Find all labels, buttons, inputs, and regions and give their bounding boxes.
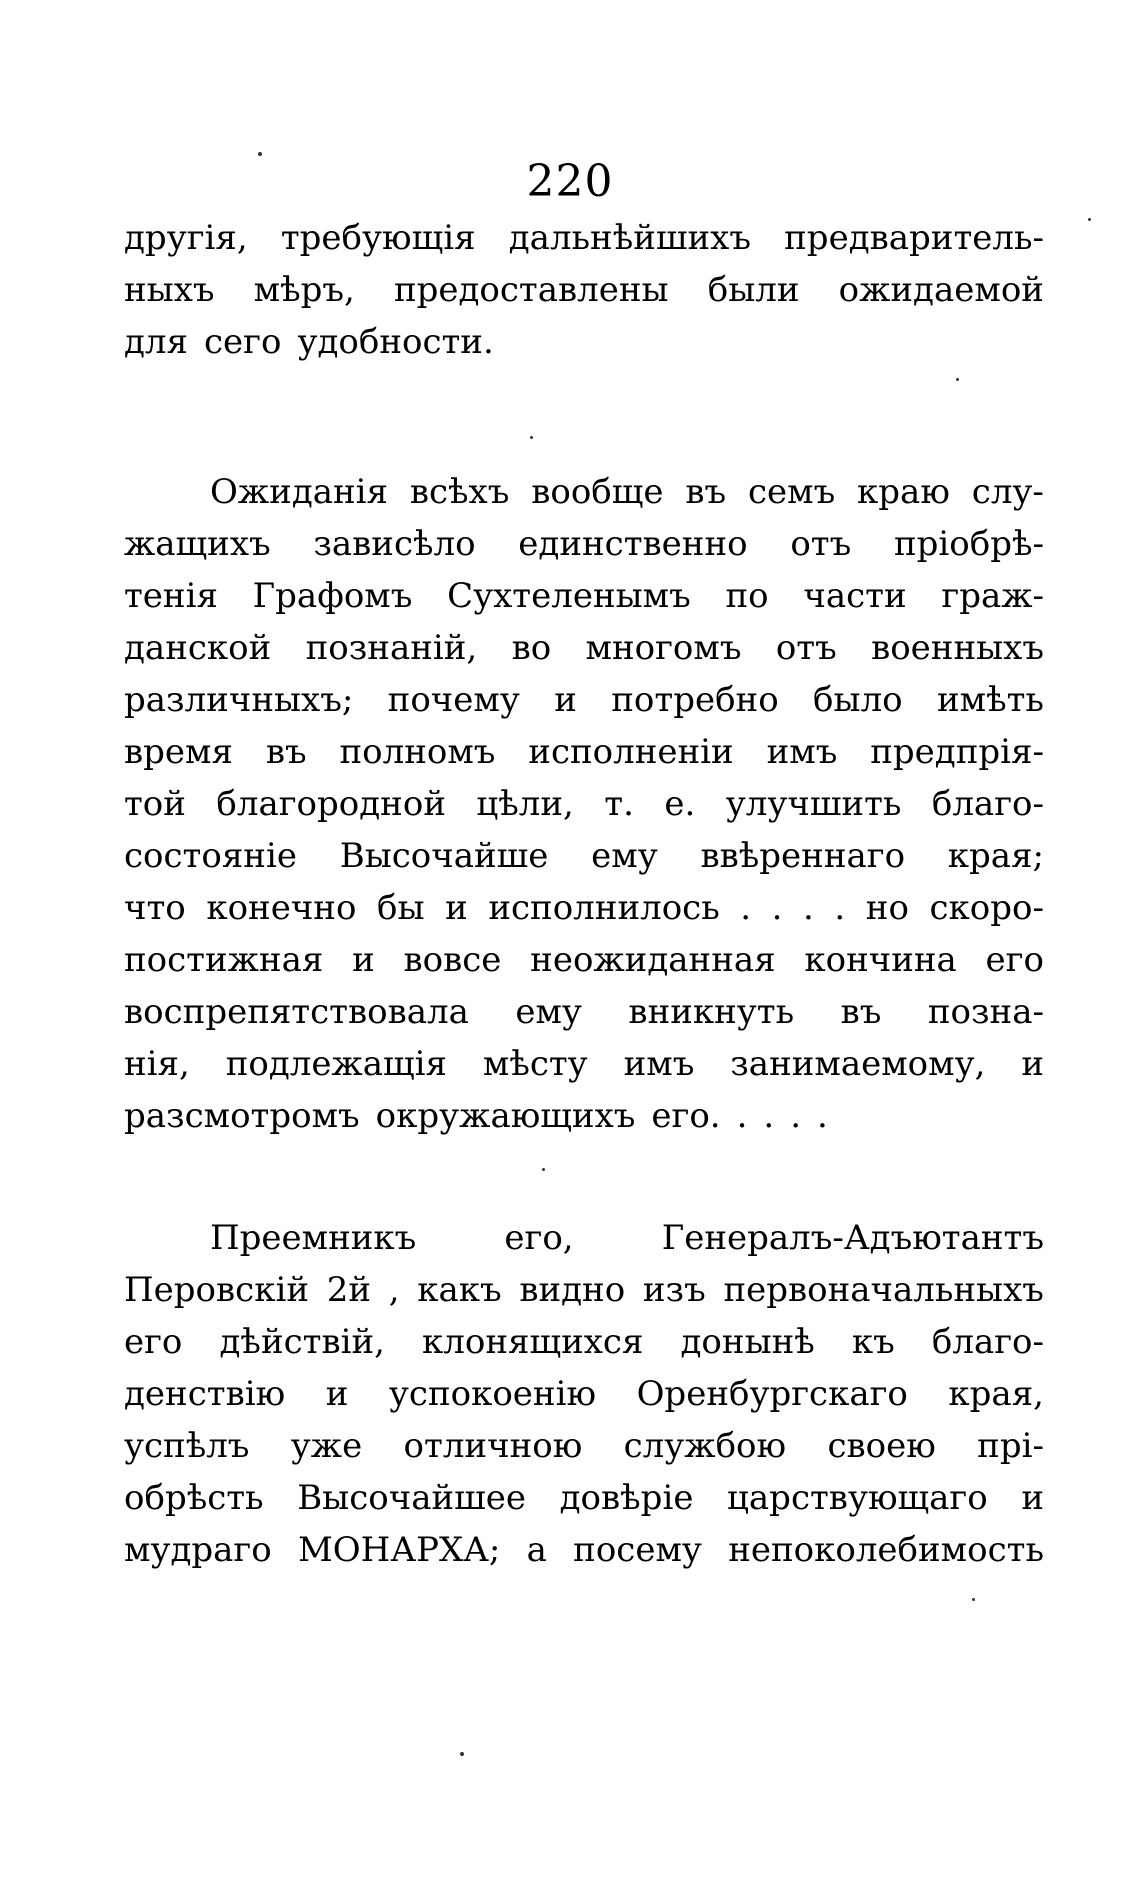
word: зависѣло [313,524,476,564]
word: имъ [766,732,838,772]
word: обрѣсть [124,1478,264,1518]
word: состояніе [124,836,297,876]
word: отъ [790,524,852,564]
word: имъ [623,1044,695,1084]
word: подлежащія [225,1044,447,1084]
text-line [124,934,1044,986]
word: е. [664,784,696,824]
word: донынѣ [680,1322,815,1362]
scan-speck [530,436,533,439]
word: видно [519,1270,626,1310]
text-line [124,212,1044,264]
word: клонящихся [422,1322,644,1362]
word: мѣсту [482,1044,588,1084]
word: успѣлъ [124,1426,250,1466]
word: было [813,680,903,720]
word: были [707,270,800,310]
word: окружающихъ [375,1096,636,1136]
word: но [865,888,909,928]
word: постижная [124,940,324,980]
word: и [554,680,577,720]
word: требующія [280,218,476,258]
word: ныхъ [124,270,215,310]
word: жащихъ [124,524,271,564]
word: т. [604,784,634,824]
text-line [124,264,1044,316]
word: для [124,322,188,362]
word: кончина [804,940,957,980]
word: конечно [206,888,357,928]
text-line [124,778,1044,830]
word: пріобрѣ- [893,524,1044,564]
word: отличною [403,1426,583,1466]
word: успокоенію [388,1374,597,1414]
word: мудраго [124,1530,272,1570]
text-line [124,1472,1044,1524]
word: позна- [927,992,1044,1032]
word: и [1021,1478,1044,1518]
word: отъ [775,628,837,668]
word: , [388,1270,400,1310]
word: . [740,888,752,928]
word: ему [515,992,582,1032]
word: потребно [611,680,779,720]
word: всѣхъ [409,472,510,512]
word: слу- [971,472,1044,512]
word: Оренбургскаго [636,1374,908,1414]
word: данской [124,628,272,668]
word: граж- [941,576,1044,616]
scan-speck [542,1168,545,1171]
word: и [352,940,375,980]
word: по [725,576,769,616]
word: почему [387,680,520,720]
word: ввѣреннаго [700,836,906,876]
word: тенія [124,576,218,616]
word: бы [377,888,425,928]
word: вникнуть [628,992,795,1032]
word: во [511,628,552,668]
word: и [325,1374,349,1414]
word: многомъ [585,628,742,668]
word: Ожиданія [210,472,389,512]
scan-speck [1088,218,1091,221]
word: края; [947,836,1044,876]
word: разсмотромъ [124,1096,360,1136]
word: въ [265,732,307,772]
word: въ [685,472,727,512]
word: нія, [124,1044,190,1084]
word: различныхъ; [124,680,354,720]
word: . [834,888,846,928]
paragraph-3 [124,1212,1044,1576]
text-line [124,1090,1044,1142]
text-line [124,830,1044,882]
word: довѣріе [559,1478,694,1518]
text-line [124,1038,1044,1090]
page-number: 220 [526,156,614,207]
word: полномъ [339,732,496,772]
word: военныхъ [871,628,1044,668]
word: ему [591,836,658,876]
text-line [124,726,1044,778]
text-line [124,1264,1044,1316]
word: какъ [417,1270,502,1310]
word: . [803,888,814,928]
word: время [124,732,233,772]
word: вообще [531,472,664,512]
word: . [763,1096,775,1136]
word: удобности. [297,322,494,362]
text-line [124,466,1044,518]
word: улучшить [725,784,902,824]
word: и [1021,1044,1044,1084]
scan-speck [460,1752,464,1756]
word: своею [827,1426,936,1466]
scan-speck [258,152,262,156]
text-line [124,882,1044,934]
word: а [526,1530,547,1570]
text-line [124,1368,1044,1420]
word: единственно [518,524,748,564]
word: семъ [747,472,836,512]
word: его [985,940,1044,980]
word: исполнилось [488,888,720,928]
word: посему [573,1530,702,1570]
word: первоначальныхъ [723,1270,1044,1310]
word: Высочайшее [297,1478,527,1518]
word: изъ [642,1270,706,1310]
paragraph-1 [124,212,1044,368]
text-line [124,674,1044,726]
word: исполненіи [528,732,734,772]
word: благо- [931,1322,1044,1362]
text-line [124,986,1044,1038]
scan-speck [972,1598,975,1601]
word: уже [290,1426,363,1466]
word: скоро- [929,888,1044,928]
scan-speck [956,378,959,381]
word: предпрія- [870,732,1044,772]
word: познаній, [305,628,478,668]
word: 2й [326,1270,371,1310]
word: прі- [977,1426,1044,1466]
word: и [445,888,468,928]
word: дальнѣйшихъ [508,218,751,258]
text-line [124,570,1044,622]
word: благо- [931,784,1044,824]
text-line [124,1420,1044,1472]
word: имѣть [937,680,1044,720]
word: Генералъ-Адъютантъ [661,1218,1044,1258]
word: МОНАРХА; [297,1530,501,1570]
word: мѣръ, [253,270,355,310]
text-line [124,518,1044,570]
word: предоставлены [393,270,669,310]
word: неожиданная [530,940,776,980]
word: дѣйствій, [219,1322,385,1362]
paragraph-2 [124,466,1044,1142]
word: сего [203,322,282,362]
word: края, [948,1374,1044,1414]
word: его [124,1322,183,1362]
word: ожидаемой [838,270,1044,310]
text-line [124,316,1044,368]
word: что [124,888,186,928]
word: денствію [124,1374,286,1414]
word: Преемникъ [210,1218,417,1258]
word: Сухтеленымъ [447,576,691,616]
word: части [803,576,907,616]
word: благородной [216,784,446,824]
word: цѣли, [476,784,574,824]
word: . [771,888,783,928]
word: Высочайше [339,836,549,876]
text-line [124,1524,1044,1576]
word: службою [623,1426,787,1466]
word: воспрепятствовала [124,992,469,1032]
word: . [736,1096,748,1136]
word: царствующаго [727,1478,988,1518]
word: занимаемому, [730,1044,986,1084]
word: предваритель- [784,218,1044,258]
word: другія, [124,218,248,258]
word: той [124,784,186,824]
word: Графомъ [252,576,413,616]
word: его, [504,1218,574,1258]
text-line [124,622,1044,674]
word: вовсе [403,940,502,980]
text-line [124,1316,1044,1368]
word: краю [857,472,950,512]
word: къ [851,1322,895,1362]
word: Перовскій [124,1270,309,1310]
word: въ [840,992,882,1032]
text-line [124,1212,1044,1264]
word: непоколебимость [728,1530,1044,1570]
word: . [790,1096,802,1136]
word: его. [651,1096,721,1136]
word: . [817,1096,828,1136]
